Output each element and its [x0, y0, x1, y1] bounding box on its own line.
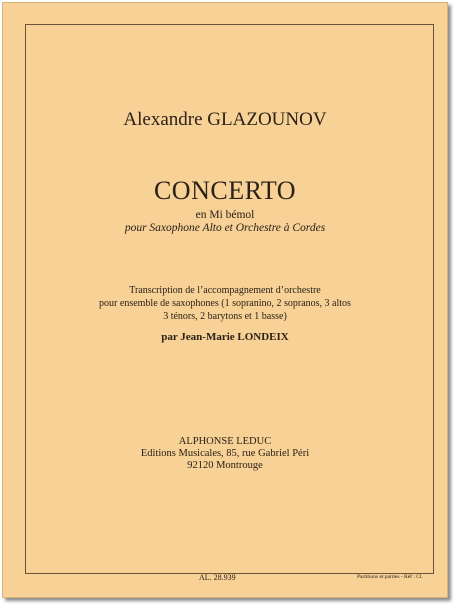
instrumentation: pour Saxophone Alto et Orchestre à Cordes: [124, 222, 326, 234]
transcription-line: 3 ténors, 2 barytons et 1 basse): [163, 311, 287, 322]
publisher-name: ALPHONSE LEDUC: [178, 436, 272, 447]
parts-reference: Partitions et parties - Réf : Cl.: [357, 574, 423, 580]
work-key: en Mi bémol: [195, 209, 255, 221]
transcription-line: Transcription de l’accompagnement d’orchestre: [129, 285, 321, 296]
score-cover: [2, 2, 448, 598]
composer-name: Alexandre GLAZOUNOV: [123, 109, 327, 130]
publisher-city: 92120 Montrouge: [187, 460, 263, 471]
work-title: CONCERTO: [153, 176, 297, 205]
publisher-address: Editions Musicales, 85, rue Gabriel Péri: [140, 448, 310, 459]
arranger-credit: par Jean-Marie LONDEIX: [161, 331, 289, 343]
transcription-line: pour ensemble de saxophones (1 sopranino, 2 sopranos, 3 altos: [99, 298, 351, 309]
catalog-number: AL. 28.939: [199, 573, 236, 582]
